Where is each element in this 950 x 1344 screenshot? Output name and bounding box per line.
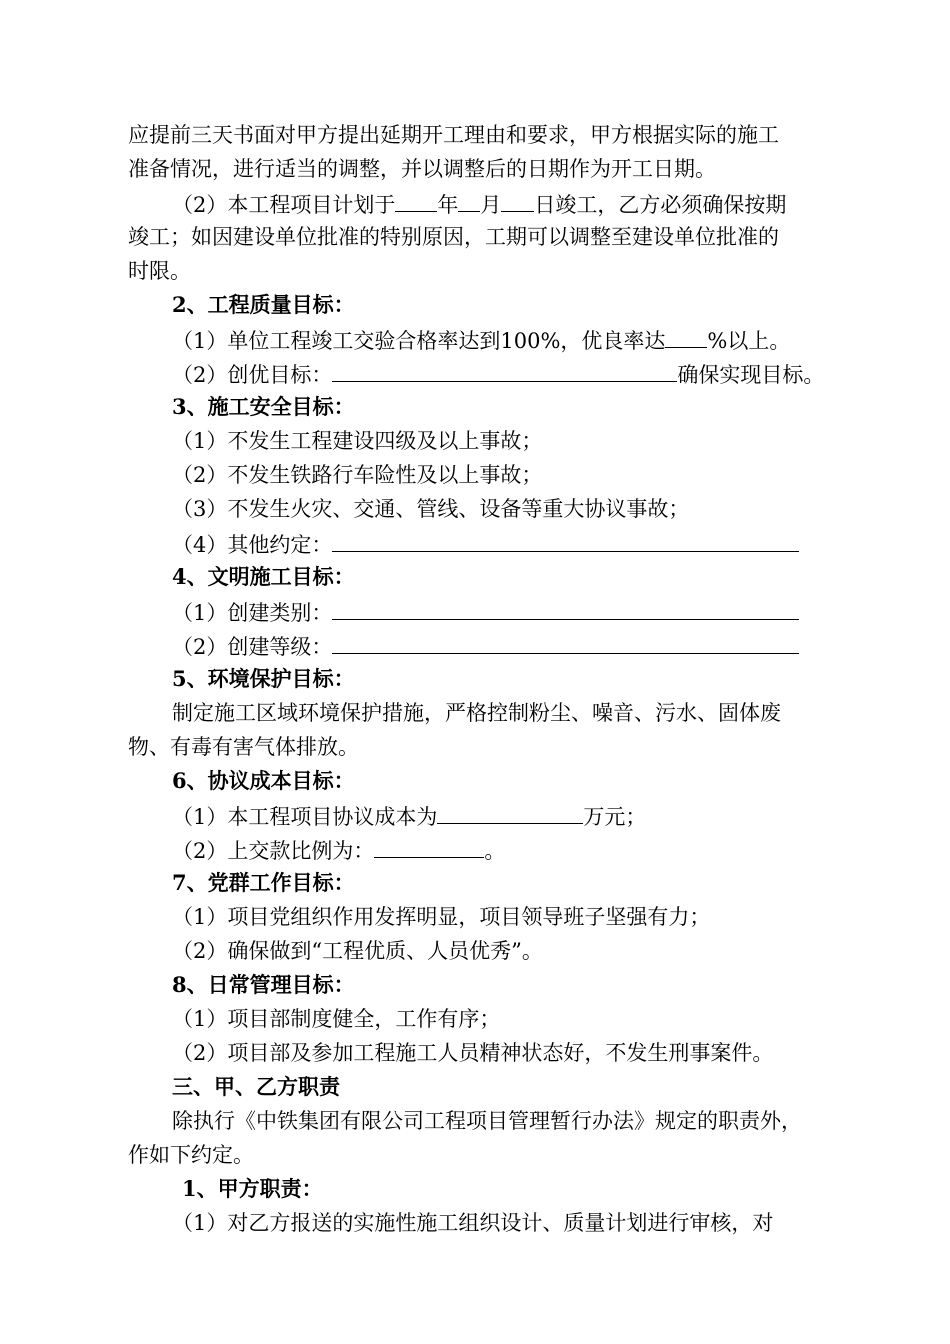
section-heading: 4、文明施工目标： — [172, 564, 355, 589]
paragraph-line: 时限。 — [128, 259, 191, 283]
text-segment: 月 — [480, 193, 502, 217]
chapter-heading: 三、甲、乙方职责 — [172, 1074, 340, 1099]
fill-blank-other — [332, 526, 799, 552]
paragraph-line: 准备情况，进行适当的调整，并以调整后的日期作为开工日期。 — [128, 157, 716, 181]
text-segment: %以上。 — [707, 329, 791, 353]
completion-date-line — [172, 186, 892, 220]
payment-ratio-line — [172, 832, 892, 866]
list-item: （2）不发生铁路行车险性及以上事故； — [172, 463, 543, 487]
list-item: （1）不发生工程建设四级及以上事故； — [172, 429, 543, 453]
list-item: （3）不发生火灾、交通、管线、设备等重大协议事故； — [172, 497, 690, 521]
cost-line — [172, 798, 892, 832]
fill-blank-year — [395, 186, 437, 212]
fill-blank-category — [332, 594, 799, 620]
list-item: （1）项目党组织作用发挥明显，项目领导班子坚强有力； — [172, 905, 711, 929]
fill-blank-day — [501, 186, 534, 212]
text-segment: （2）创优目标： — [172, 363, 333, 387]
list-item: （2）确保做到“工程优质、人员优秀”。 — [172, 939, 543, 963]
text-segment: （1）创建类别： — [172, 601, 333, 625]
grade-line — [172, 628, 892, 662]
list-item: （1）项目部制度健全，工作有序； — [172, 1007, 501, 1031]
list-item: （2）项目部及参加工程施工人员精神状态好，不发生刑事案件。 — [172, 1041, 774, 1065]
paragraph-line: 作如下约定。 — [128, 1143, 254, 1167]
fill-blank-ratio — [374, 832, 484, 858]
paragraph-line: （1）对乙方报送的实施性施工组织设计、质量计划进行审核，对 — [172, 1211, 774, 1235]
section-heading: 8、日常管理目标： — [172, 972, 355, 997]
text-segment: （4）其他约定： — [172, 533, 333, 557]
section-heading: 6、协议成本目标： — [172, 768, 355, 793]
text-segment: （2）创建等级： — [172, 635, 333, 659]
section-heading: 1、甲方职责： — [182, 1176, 323, 1201]
section-heading: 5、环境保护目标： — [172, 666, 355, 691]
paragraph-line: 竣工；如因建设单位批准的特别原因，工期可以调整至建设单位批准的 — [128, 225, 779, 249]
paragraph-line: 除执行《中铁集团有限公司工程项目管理暂行办法》规定的职责外， — [172, 1109, 802, 1133]
other-agreement-line — [172, 526, 892, 560]
text-segment: （2）上交款比例为： — [172, 839, 375, 863]
text-segment: 日竣工，乙方必须确保按期 — [534, 193, 787, 217]
excellence-target-line — [172, 356, 892, 390]
quality-rate-line — [172, 322, 892, 356]
text-segment: 。 — [484, 839, 506, 863]
text-segment: （2）本工程项目计划于 — [172, 193, 396, 217]
section-heading: 2、工程质量目标： — [172, 292, 355, 317]
text-segment: 万元； — [583, 805, 647, 829]
paragraph-line: 应提前三天书面对甲方提出延期开工理由和要求，甲方根据实际的施工 — [128, 123, 779, 147]
category-line — [172, 594, 892, 628]
text-segment: （1）本工程项目协议成本为 — [172, 805, 438, 829]
text-segment: （1）单位工程竣工交验合格率达到100%，优良率达 — [172, 329, 666, 353]
fill-blank-rate — [665, 322, 707, 348]
fill-blank-target — [332, 356, 677, 382]
text-segment: 确保实现目标。 — [677, 363, 825, 387]
section-heading: 3、施工安全目标： — [172, 394, 355, 419]
text-segment: 年 — [437, 193, 459, 217]
paragraph-line: 制定施工区域环境保护措施，严格控制粉尘、噪音、污水、固体废 — [172, 701, 781, 725]
fill-blank-grade — [332, 628, 799, 654]
paragraph-line: 物、有毒有害气体排放。 — [128, 735, 359, 759]
fill-blank-month — [458, 186, 480, 212]
fill-blank-cost — [437, 798, 583, 824]
section-heading: 7、党群工作目标： — [172, 870, 355, 895]
